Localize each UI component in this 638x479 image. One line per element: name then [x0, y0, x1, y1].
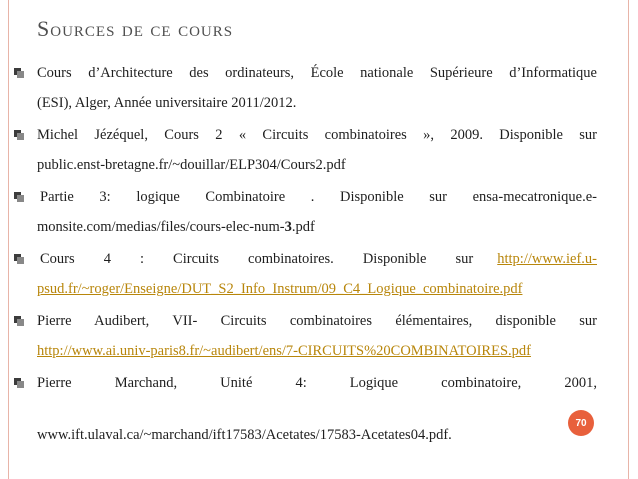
square-bullet-icon [14, 130, 24, 140]
source-2-line-1: Michel Jézéquel, Cours 2 « Circuits combinatoires », 2009. Disponible sur [37, 127, 597, 143]
source-3-line-1: Partie 3: logique Combinatoire . Disponible sur ensa-mecatronique.e- [40, 189, 597, 205]
source-5-line-2 [37, 342, 597, 360]
page-number-badge: 70 [568, 410, 594, 436]
source-5-link[interactable]: http://www.ai.univ-paris8.fr/~audibert/ens/7-CIRCUITS%20COMBINATOIRES.pdf [37, 343, 531, 359]
square-bullet-icon [14, 68, 24, 78]
source-3-url-bold: 3 [284, 219, 292, 235]
square-bullet-icon [14, 254, 24, 264]
source-5-line-1: Pierre Audibert, VII- Circuits combinatoires élémentaires, disponible sur [37, 313, 597, 329]
slide-border-left [8, 0, 9, 479]
source-3-url-ext: .pdf [291, 219, 315, 235]
source-4-line-2 [37, 280, 597, 298]
source-6-line-1: Pierre Marchand, Unité 4: Logique combinatoire, 2001, [37, 375, 597, 391]
source-4-text: Cours 4 : Circuits combinatoires. Disponible sur [40, 251, 474, 267]
source-3-line-2 [37, 218, 597, 236]
source-2-line-2: public.enst-bretagne.fr/~douillar/ELP304/Cours2.pdf [37, 157, 346, 173]
slide-border-right [628, 0, 629, 479]
source-1-line-2: (ESI), Alger, Année universitaire 2011/2012. [37, 95, 297, 111]
source-1-line-1: Cours d’Architecture des ordinateurs, École nationale Supérieure d’Informatique [37, 65, 597, 81]
square-bullet-icon [14, 192, 24, 202]
source-4-line-1 [40, 250, 597, 268]
source-4-link-start[interactable]: http://www.ief.u- [497, 251, 597, 267]
source-3-url-part: monsite.com/medias/files/cours-elec-num- [37, 219, 285, 235]
slide-title: Sources de ce cours [37, 16, 234, 41]
square-bullet-icon [14, 378, 24, 388]
square-bullet-icon [14, 316, 24, 326]
source-6-line-2: www.ift.ulaval.ca/~marchand/ift17583/Acetates/17583-Acetates04.pdf. [37, 427, 452, 443]
source-4-link[interactable]: psud.fr/~roger/Enseigne/DUT_S2_Info_Instrum/09_C4_Logique_combinatoire.pdf [37, 281, 523, 297]
